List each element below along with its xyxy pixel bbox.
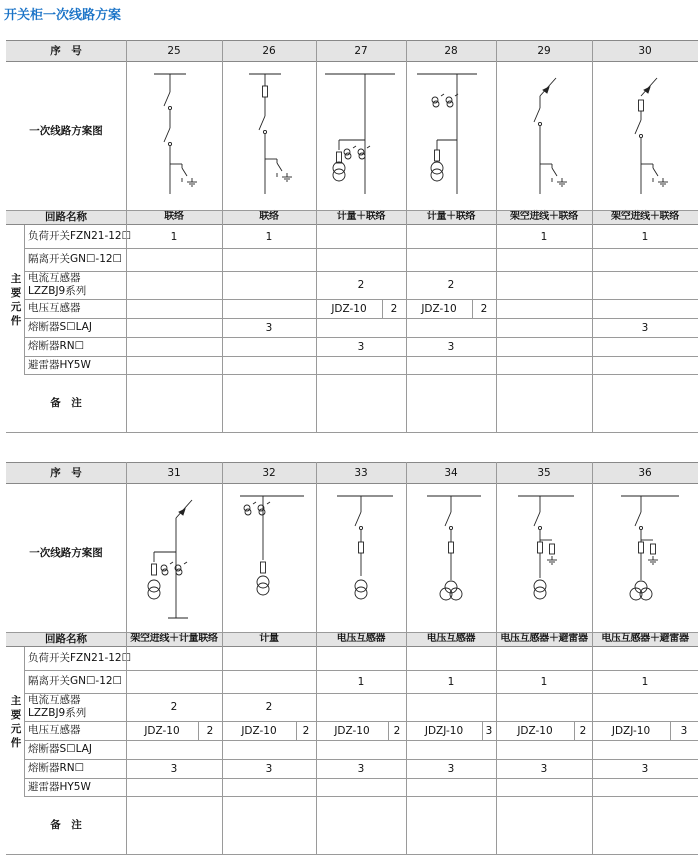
scheme-number: 35 xyxy=(537,467,551,479)
scheme-number: 36 xyxy=(638,467,652,479)
vt-divider xyxy=(482,721,483,740)
component-label: 熔断器RN☐ xyxy=(28,762,85,774)
component-qty: 2 xyxy=(447,279,455,291)
remarks-label: 备 注 xyxy=(50,397,82,409)
diagram-label: 一次线路方案图 xyxy=(29,547,103,559)
bottom-line xyxy=(6,854,698,855)
scheme-number: 29 xyxy=(537,45,551,57)
component-qty: 3 xyxy=(357,762,365,775)
component-qty: 1 xyxy=(170,230,178,243)
vt-qty: 2 xyxy=(480,302,488,315)
col-line xyxy=(24,225,25,374)
component-qty: 3 xyxy=(170,762,178,775)
scheme-number: 30 xyxy=(638,45,652,57)
vt-model: JDZJ-10 xyxy=(424,724,464,737)
component-label: 熔断器S☐LAJ xyxy=(28,321,92,333)
circuit-name-label: 回路名称 xyxy=(45,633,87,645)
component-label: 负荷开关FZN21-12☐ xyxy=(28,652,132,664)
component-qty: 1 xyxy=(540,675,548,688)
vt-divider xyxy=(198,721,199,740)
vt-qty: 2 xyxy=(302,724,310,737)
component-qty: 3 xyxy=(641,762,649,775)
scheme-table-1 xyxy=(6,40,698,432)
row-line xyxy=(6,210,698,211)
vt-model: JDZ-10 xyxy=(421,302,457,315)
component-qty: 3 xyxy=(265,762,273,775)
scheme-number: 31 xyxy=(167,467,181,479)
vt-model: JDZ-10 xyxy=(144,724,180,737)
vt-qty: 3 xyxy=(680,724,688,737)
vt-qty: 2 xyxy=(393,724,401,737)
col-line xyxy=(24,647,25,796)
component-qty: 3 xyxy=(265,321,273,334)
scheme-table-2 xyxy=(6,462,698,854)
component-qty: 2 xyxy=(170,701,178,713)
scheme-number: 25 xyxy=(167,45,181,57)
component-label: 电压互感器 xyxy=(28,302,81,314)
scheme-number: 33 xyxy=(354,467,368,479)
vt-divider xyxy=(296,721,297,740)
diagram-label: 一次线路方案图 xyxy=(29,125,103,137)
component-qty: 1 xyxy=(265,230,273,243)
circuit-name: 联络 xyxy=(164,211,184,222)
component-qty: 1 xyxy=(641,230,649,243)
seq-label: 序 号 xyxy=(50,467,82,479)
vt-divider xyxy=(388,721,389,740)
component-qty: 3 xyxy=(447,340,455,353)
vt-divider xyxy=(670,721,671,740)
component-qty: 3 xyxy=(540,762,548,775)
vt-model: JDZ-10 xyxy=(241,724,277,737)
component-qty: 3 xyxy=(447,762,455,775)
vt-qty: 2 xyxy=(390,302,398,315)
bottom-line xyxy=(6,432,698,433)
circuit-diagrams xyxy=(126,486,698,632)
component-label: 熔断器S☐LAJ xyxy=(28,743,92,755)
circuit-name: 电压互感器＋避雷器 xyxy=(601,633,689,644)
component-label: 电流互感器 LZZBJ9系列 xyxy=(28,694,87,719)
circuit-name: 计量＋联络 xyxy=(336,211,386,222)
component-qty: 3 xyxy=(641,321,649,334)
scheme-number: 27 xyxy=(354,45,368,57)
component-qty: 1 xyxy=(641,675,649,688)
main-parts-label: 主要元件 xyxy=(10,694,22,749)
component-label: 电流互感器 LZZBJ9系列 xyxy=(28,272,87,297)
vt-qty: 2 xyxy=(579,724,587,737)
vt-divider xyxy=(574,721,575,740)
component-qty: 3 xyxy=(357,340,365,353)
vt-divider xyxy=(472,299,473,318)
vt-divider xyxy=(382,299,383,318)
main-parts-label: 主要元件 xyxy=(10,272,22,327)
component-label: 隔离开关GN☐-12☐ xyxy=(28,253,122,265)
remarks-label: 备 注 xyxy=(50,819,82,831)
circuit-name: 电压互感器＋避雷器 xyxy=(500,633,588,644)
circuit-name-label: 回路名称 xyxy=(45,211,87,223)
circuit-diagrams xyxy=(126,64,698,210)
vt-model: JDZ-10 xyxy=(331,302,367,315)
circuit-name: 架空进线＋计量联络 xyxy=(130,633,218,644)
component-qty: 1 xyxy=(447,675,455,688)
vt-model: JDZ-10 xyxy=(517,724,553,737)
row-line xyxy=(6,632,698,633)
component-label: 电压互感器 xyxy=(28,724,81,736)
circuit-name: 计量＋联络 xyxy=(426,211,476,222)
circuit-name: 架空进线＋联络 xyxy=(510,211,578,222)
scheme-number: 28 xyxy=(444,45,458,57)
component-label: 负荷开关FZN21-12☐ xyxy=(28,230,132,242)
circuit-name: 电压互感器 xyxy=(426,633,476,644)
scheme-number: 34 xyxy=(444,467,458,479)
component-label: 熔断器RN☐ xyxy=(28,340,85,352)
circuit-name: 架空进线＋联络 xyxy=(611,211,679,222)
page-title: 开关柜一次线路方案 xyxy=(4,8,122,23)
component-qty: 1 xyxy=(540,230,548,243)
component-qty: 2 xyxy=(265,701,273,713)
scheme-number: 26 xyxy=(262,45,276,57)
vt-qty: 3 xyxy=(485,724,493,737)
component-qty: 2 xyxy=(357,279,365,291)
component-label: 避雷器HY5W xyxy=(28,780,91,793)
vt-qty: 2 xyxy=(206,724,214,737)
circuit-name: 计量 xyxy=(259,633,279,644)
component-label: 避雷器HY5W xyxy=(28,358,91,371)
vt-model: JDZ-10 xyxy=(334,724,370,737)
circuit-name: 电压互感器 xyxy=(336,633,386,644)
component-qty: 1 xyxy=(357,675,365,688)
component-label: 隔离开关GN☐-12☐ xyxy=(28,675,122,687)
scheme-number: 32 xyxy=(262,467,276,479)
circuit-name: 联络 xyxy=(259,211,279,222)
seq-label: 序 号 xyxy=(50,45,82,57)
vt-model: JDZJ-10 xyxy=(611,724,651,737)
